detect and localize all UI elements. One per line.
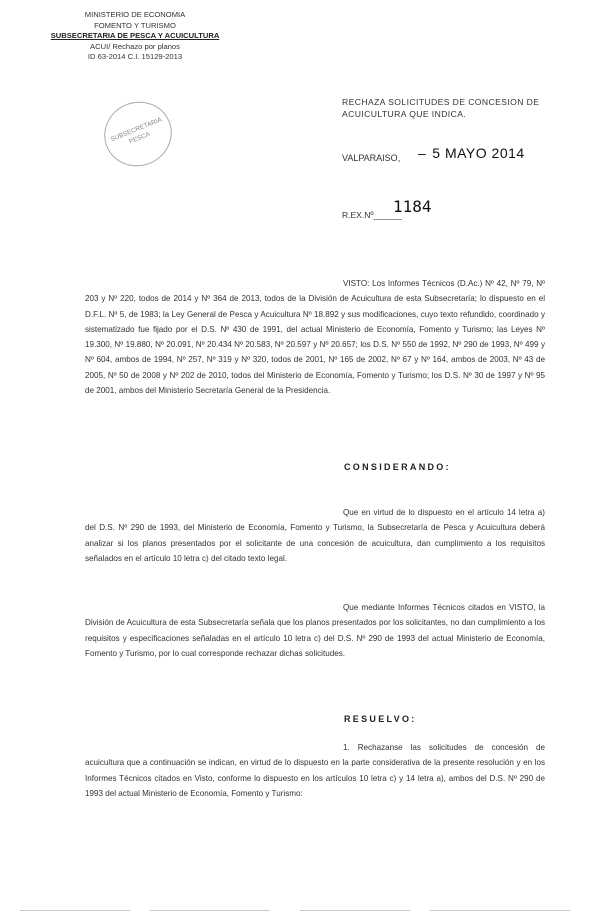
letterhead-subsecretaria: SUBSECRETARIA DE PESCA Y ACUICULTURA bbox=[50, 31, 220, 41]
visto-paragraph bbox=[85, 276, 545, 398]
considerando-paragraph-1 bbox=[85, 505, 545, 566]
date-dash: – bbox=[418, 145, 427, 161]
visto-body: 79, Nº 203 y Nº 220, todos de 2014 y Nº 364 de 2013, todos de la División de Acuicultura de esta Subsecretaría; lo dispuesto en el D.F.L. Nº 5, de 1983; la Ley General de Pesca y Acuicultura Nº 18.892 y sus modificaciones, cuyo texto refundido, coordinado y sistematizado fue fijado por el D.S. Nº 430 de 1991, del actual Ministerio de Economía, Fomento y Turismo; las Leyes Nº 19.300, Nº 19.880, Nº 20.091, Nº 20.434 Nº 20.583, Nº 20.597 y Nº 20.657; los D.S. Nº 550 de 1992, Nº 290 de 1993, Nº 499 y Nº 604, ambos de 1994, Nº 257, Nº 319 y Nº 320, todos de 2001, Nº 165 de 2002, Nº 67 y Nº 164, ambos de 2003, Nº 43 de 2005, Nº 50 de 2008 y Nº 202 de 2010, todos del Ministerio de Economía, Fomento y Turismo; los D.S. Nº 30 de 1997 y Nº 95 de 2001, ambos del Ministerio Secretaría General de la Presidencia. bbox=[85, 279, 545, 396]
stamp-text: SUBSECRETARIA PESCA bbox=[109, 116, 163, 146]
resuelvo-1-body: de acuicultura que a continuación se indican, en virtud de lo dispuesto en la parte considerativa de la presente resolución y en los Informes Técnicos citados en Visto, conforme lo dispuesto en los artículos 10 letra c) y 14 letra a), ambos del D.S. Nº 290 de 1993 del actual Ministerio de Economía, Fomento y Turismo: bbox=[85, 743, 546, 798]
resolution-number-label: R.EX.Nº______ bbox=[342, 210, 402, 220]
considerando-2-body: VISTO, la División de Acuicultura de esta Subsecretaría señala que los planos presentados por los solicitantes, no dan cumplimiento a los requisitos y especificaciones señaladas en el artículo 10 letra c) del D.S. Nº 290 de 1993 del actual Ministerio de Economía, Fomento y Turismo, por lo cual corresponde rechazar dichas solicitudes. bbox=[85, 603, 546, 658]
letterhead-reference: ACUI/ Rechazo por planos bbox=[90, 41, 180, 51]
letterhead-ministry: MINISTERIO DE ECONOMIA bbox=[84, 10, 186, 19]
document-title: RECHAZA SOLICITUDES DE CONCESION DE ACUICULTURA QUE INDICA. bbox=[342, 97, 540, 119]
visto-lead: VISTO: Los Informes Técnicos (D.Ac.) Nº 42, Nº bbox=[343, 279, 520, 288]
resuelvo-paragraph-1 bbox=[85, 740, 545, 801]
date-value: 5 MAYO 2014 bbox=[432, 145, 525, 161]
considerando-2-lead: Que mediante Informes Técnicos citados en bbox=[343, 603, 506, 612]
place-label: VALPARAISO, bbox=[342, 153, 401, 163]
page-footer-rule bbox=[0, 904, 600, 918]
resuelvo-1-lead: 1. Rechazanse las solicitudes de concesión bbox=[343, 743, 529, 752]
letterhead bbox=[30, 10, 240, 63]
considerando-1-body: 14 letra a) del D.S. Nº 290 de 1993, del Ministerio de Economía, Fomento y Turismo, la Subsecretaría de Pesca y Acuicultura deberá analizar si los planos presentados por el solicitante de una concesión de acuicultura, dan cumplimiento a los requisitos señalados en el artículo 10 letra c) del citado texto legal. bbox=[85, 508, 545, 563]
resolution-number: 1184 bbox=[393, 197, 432, 216]
resuelvo-heading: RESUELVO: bbox=[344, 714, 417, 724]
letterhead-ministry-2: FOMENTO Y TURISMO bbox=[94, 20, 176, 30]
considerando-paragraph-2 bbox=[85, 600, 545, 661]
letterhead-id: ID 63-2014 C.I. 15129-2013 bbox=[87, 52, 183, 62]
considerando-1-lead: Que en virtud de lo dispuesto en el artículo bbox=[343, 508, 504, 517]
office-stamp bbox=[94, 92, 181, 177]
date-stamp bbox=[418, 145, 525, 161]
considerando-heading: CONSIDERANDO: bbox=[344, 462, 451, 472]
